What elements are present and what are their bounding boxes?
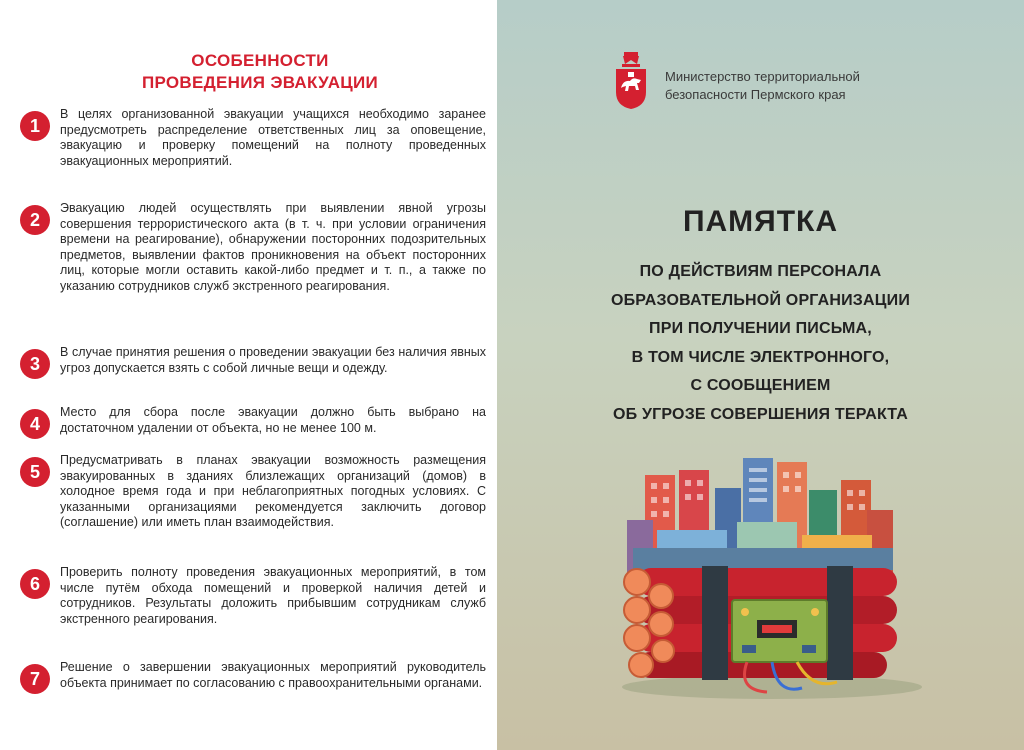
memo-subtitle xyxy=(537,258,984,429)
memo-subtitle-line: ОБ УГРОЗЕ СОВЕРШЕНИЯ ТЕРАКТА xyxy=(612,405,909,423)
left-page xyxy=(0,0,497,750)
section-title-line1: ОСОБЕННОСТИ xyxy=(191,51,329,70)
item-number-badge: 4 xyxy=(20,409,50,439)
item-text: Проверить полноту проведения эвакуационных мероприятий, в том числе путём обхода помещений и проверкой наличия детей и сотрудников. Результаты доложить прибывшим сотрудникам служб экстренного реагирования. xyxy=(60,565,486,626)
item-text: Эвакуацию людей осуществлять при выявлении явной угрозы совершения террористического акта (в т. ч. при условии ограничения времени на реагирование), обнаружении посторонних подозрительных предметов, выявлении фактов проникновения на объект посторонних лиц, которые могли оставить какой-либо предмет и т. п., а также по указанию сотрудников служб экстренного реагирования. xyxy=(60,201,486,293)
ministry-name-line2: безопасности Пермского края xyxy=(665,87,846,102)
item-text: В случае принятия решения о проведении эвакуации без наличия явных угроз допускается взять с собой личные вещи и одежду. xyxy=(60,345,486,375)
city-on-dynamite-illustration xyxy=(597,450,927,710)
item-number-badge: 2 xyxy=(20,205,50,235)
memo-subtitle-line: С СООБЩЕНИЕМ xyxy=(690,377,831,394)
memo-title: ПАМЯТКА xyxy=(682,205,839,238)
item-text: В целях организованной эвакуации учащихся необходимо заранее предусмотреть распределение ответственных лиц за оповещение, эвакуацию и проверку помещений на полноту проведенных эвакуационных мероприятий. xyxy=(60,107,486,168)
memo-subtitle-line: ОБРАЗОВАТЕЛЬНОЙ ОРГАНИЗАЦИИ xyxy=(610,291,911,309)
section-title-line2: ПРОВЕДЕНИЯ ЭВАКУАЦИИ xyxy=(141,73,379,92)
item-text: Предусматривать в планах эвакуации возможность размещения эвакуированных в зданиях близлежащих организаций (домов) в холодное время года и при неблагоприятных погодных условиях. С указанными организациями рекомендуется заключить договор (соглашение) или иметь план взаимодействия. xyxy=(60,453,486,530)
item-number-badge: 6 xyxy=(20,569,50,599)
ministry-name xyxy=(665,68,965,104)
perm-coat-of-arms-icon xyxy=(613,50,649,110)
item-number-badge: 5 xyxy=(20,457,50,487)
item-number-badge: 1 xyxy=(20,111,50,141)
item-number-badge: 7 xyxy=(20,664,50,694)
item-number-badge: 3 xyxy=(20,349,50,379)
ministry-name-line1: Министерство территориальной xyxy=(665,69,860,84)
right-page xyxy=(497,0,1024,750)
memo-subtitle-line: ПРИ ПОЛУЧЕНИИ ПИСЬМА, xyxy=(649,320,872,337)
item-text: Решение о завершении эвакуационных мероприятий руководитель объекта принимает по согласованию с правоохранительными органами. xyxy=(60,660,486,690)
memo-subtitle-line: В ТОМ ЧИСЛЕ ЭЛЕКТРОННОГО, xyxy=(631,348,890,366)
memo-subtitle-line: ПО ДЕЙСТВИЯМ ПЕРСОНАЛА xyxy=(639,263,882,280)
item-text: Место для сбора после эвакуации должно быть выбрано на достаточном удалении от объекта, но не менее 100 м. xyxy=(60,405,486,435)
section-title xyxy=(60,50,460,94)
